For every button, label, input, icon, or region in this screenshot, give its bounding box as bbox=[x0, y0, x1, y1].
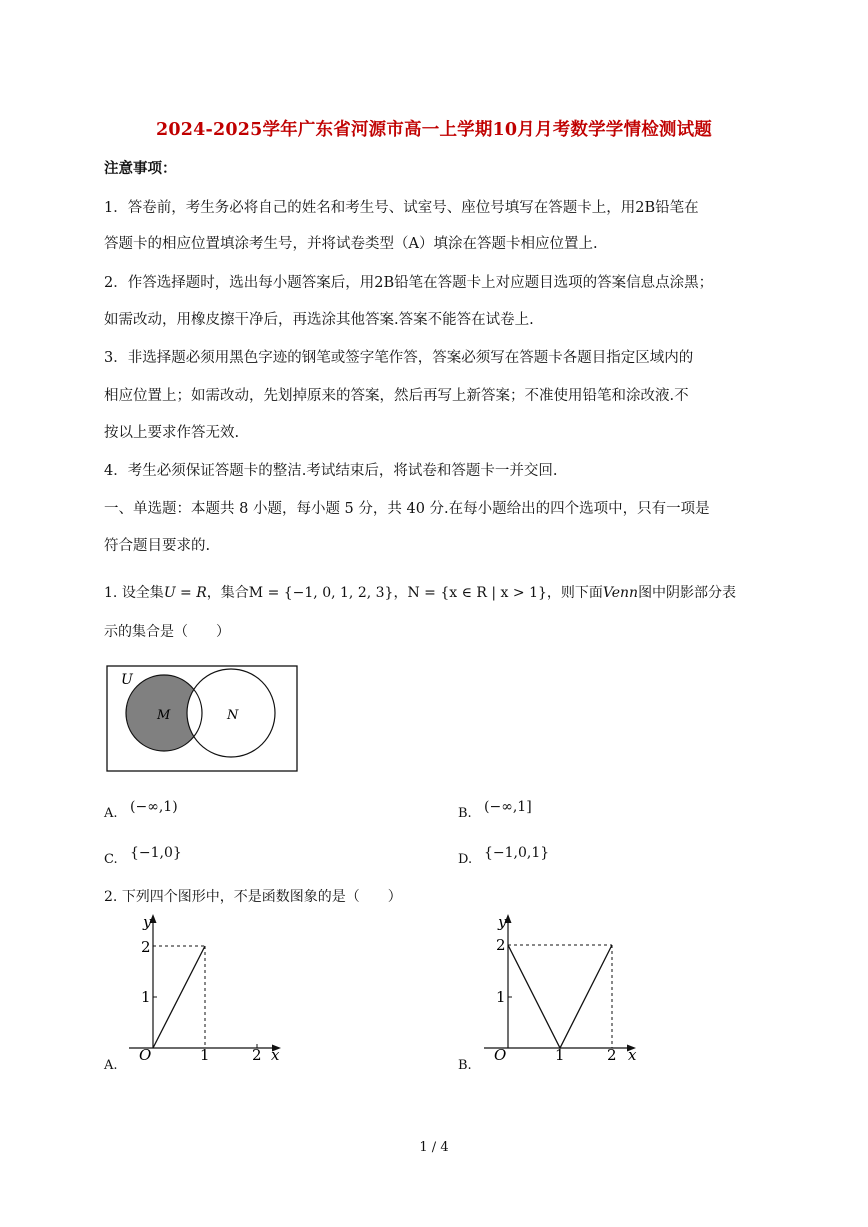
x-axis-label: x bbox=[628, 1046, 637, 1060]
venn-diagram bbox=[105, 664, 301, 774]
y-tick-label: 2 bbox=[496, 936, 506, 954]
question-text: 图中阴影部分表 bbox=[638, 585, 737, 601]
section-heading: 一、单选题：本题共 8 小题，每小题 5 分，共 40 分.在每小题给出的四个选项中，只有一项是 bbox=[104, 501, 710, 517]
set-n-label: N bbox=[227, 708, 239, 723]
set-m-label: M bbox=[157, 708, 171, 723]
x-tick-label: 1 bbox=[555, 1046, 565, 1060]
formula: U = R bbox=[163, 585, 207, 601]
option-a-label: A. bbox=[104, 806, 118, 821]
question-1-cont: 示的集合是（ ） bbox=[104, 624, 230, 640]
question-text: ，集合 bbox=[206, 585, 249, 601]
question-text: 设全集 bbox=[121, 585, 164, 601]
option-b-value: (−∞,1] bbox=[484, 799, 532, 815]
notice-line: 按以上要求作答无效. bbox=[104, 425, 240, 441]
notice-line: 1．答卷前，考生务必将自己的姓名和考生号、试室号、座位号填写在答题卡上，用2B铅笔在 bbox=[104, 200, 699, 216]
x-tick-label: 2 bbox=[252, 1046, 262, 1060]
page-number: 1 / 4 bbox=[419, 1140, 449, 1155]
x-tick-label: 1 bbox=[200, 1046, 210, 1060]
notice-line: 3．非选择题必须用黑色字迹的钢笔或签字笔作答，答案必须写在答题卡各题目指定区域内的 bbox=[104, 350, 694, 366]
question-number: 2. bbox=[104, 889, 118, 905]
venn-word: Venn bbox=[602, 585, 639, 601]
graph-b-label: B. bbox=[458, 1058, 472, 1073]
option-c-label: C. bbox=[104, 852, 118, 867]
y-tick-label: 1 bbox=[141, 988, 151, 1006]
notice-line: 2．作答选择题时，选出每小题答案后，用2B铅笔在答题卡上对应题目选项的答案信息点涂黑； bbox=[104, 275, 714, 291]
notice-line: 4．考生必须保证答题卡的整洁.考试结束后，将试卷和答题卡一并交回. bbox=[104, 463, 558, 479]
page-title: 2024-2025学年广东省河源市高一上学期10月月考数学学情检测试题 bbox=[155, 120, 713, 140]
formula: M = {−1, 0, 1, 2, 3} bbox=[248, 585, 394, 601]
function-segment bbox=[153, 946, 205, 1048]
option-d-label: D. bbox=[458, 852, 473, 867]
x-tick-label: 2 bbox=[607, 1046, 617, 1060]
function-polyline bbox=[508, 945, 612, 1048]
option-c-value: {−1,0} bbox=[130, 845, 182, 861]
question-text: ，则下面 bbox=[546, 585, 603, 601]
question-text: ， bbox=[393, 585, 408, 601]
y-tick-label: 2 bbox=[141, 938, 151, 956]
question-text: 下列四个图形中，不是函数图象的是（ ） bbox=[121, 889, 402, 905]
option-d-value: {−1,0,1} bbox=[484, 845, 550, 861]
section-heading-cont: 符合题目要求的. bbox=[104, 538, 211, 554]
y-tick-label: 1 bbox=[496, 988, 506, 1006]
y-axis-label: y bbox=[498, 913, 507, 931]
formula: N = {x ∈ R | x > 1} bbox=[407, 585, 547, 601]
notice-line: 如需改动，用橡皮擦干净后，再选涂其他答案.答案不能答在试卷上. bbox=[104, 312, 534, 328]
question-2 bbox=[104, 887, 402, 907]
option-b-label: B. bbox=[458, 806, 472, 821]
option-a-value: (−∞,1) bbox=[130, 799, 178, 815]
graph-a-label: A. bbox=[104, 1058, 118, 1073]
question-1 bbox=[104, 583, 736, 603]
origin-label: O bbox=[139, 1046, 152, 1060]
set-u-label: U bbox=[121, 672, 133, 688]
origin-label: O bbox=[494, 1046, 507, 1060]
y-axis-label: y bbox=[143, 913, 152, 931]
question-number: 1. bbox=[104, 585, 118, 601]
graph-b bbox=[480, 910, 650, 1060]
graph-a bbox=[125, 910, 295, 1060]
x-axis-label: x bbox=[271, 1046, 280, 1060]
notice-line: 相应位置上；如需改动，先划掉原来的答案，然后再写上新答案；不准使用铅笔和涂改液.不 bbox=[104, 388, 689, 404]
notice-line: 答题卡的相应位置填涂考生号，并将试卷类型（A）填涂在答题卡相应位置上. bbox=[104, 236, 598, 252]
notice-heading: 注意事项： bbox=[104, 160, 177, 177]
